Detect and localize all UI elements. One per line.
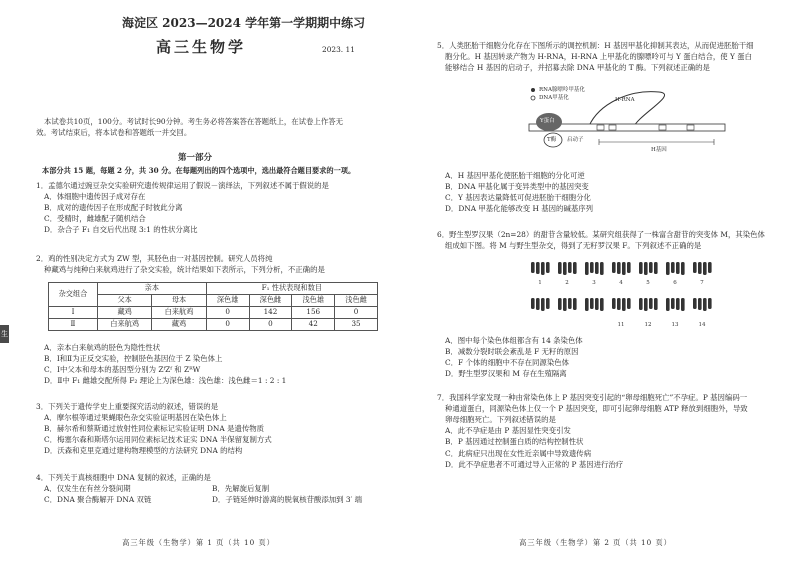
- chromosome: [671, 262, 675, 273]
- chromosome: [708, 298, 712, 309]
- chromosome: [590, 262, 594, 273]
- label-t-enzyme: T酶: [547, 137, 557, 143]
- chromosome: [558, 262, 562, 274]
- chromosome: [573, 262, 577, 274]
- option: C．受精时，雌雄配子随机结合: [44, 214, 146, 224]
- chromosome: [612, 262, 616, 273]
- option: B．减数分裂时联会紊乱是 F 无籽的原因: [445, 347, 579, 357]
- chromosome: [698, 262, 702, 274]
- chromosome: [600, 262, 604, 275]
- table-header-parent: 亲本: [98, 283, 207, 295]
- question-stem: 种藏鸡与纯种白来航鸡进行了杂交实验，统计结果如下表所示，下列分析，不正确的是: [44, 265, 325, 275]
- table-cell: 142: [249, 307, 292, 319]
- table-row: [49, 319, 378, 331]
- chromosome: [703, 298, 707, 311]
- exam-date: 2023. 11: [322, 45, 355, 54]
- part-heading: 第一部分: [178, 153, 213, 163]
- question-stem: 7．我国科学家发现一种由常染色体上 P 基因突变引起的“卵母细胞死亡”不孕症。P 基因编码一: [437, 393, 748, 402]
- chromosome: [612, 298, 616, 309]
- page-footer: 高三年级（生物学）第 1 页（共 10 页）: [122, 538, 275, 548]
- chromosome: [649, 262, 653, 273]
- subject-title: 高三生物学: [156, 38, 247, 56]
- option: B．先解旋后复制: [212, 484, 270, 494]
- option: C．DNA 聚合酶解开 DNA 双链: [44, 495, 152, 505]
- chromosome: [568, 262, 572, 273]
- table-header-f1: F₁ 性状表现和数目: [206, 283, 377, 295]
- chromosome: [536, 262, 540, 274]
- option: A．摩尔根等通过果蝇眼色杂交实验证明基因在染色体上: [44, 413, 227, 423]
- chromosome: [617, 262, 621, 274]
- page-footer: 高三年级（生物学）第 2 页（共 10 页）: [519, 538, 672, 548]
- table-cell: 35: [335, 319, 378, 331]
- table-header-light-female: 浅色雌: [335, 295, 378, 307]
- table-header-dark-female: 深色雌: [249, 295, 292, 307]
- question-5-options: [437, 170, 789, 214]
- chromosome-label: 13: [671, 322, 679, 328]
- table-cell: 藏鸡: [152, 319, 206, 331]
- table-cell: Ⅰ: [49, 307, 98, 319]
- option: C．此病症只出现在女性近亲属中导致遗传病: [445, 448, 592, 458]
- chromosome: [568, 298, 572, 309]
- question-6: [437, 229, 789, 251]
- exam-header-title: 海淀区 2023—2024 学年第一学期期中练习: [122, 16, 366, 30]
- chromosome: [600, 298, 604, 311]
- question-stem: 组成如下图。将 M 与野生型杂交，得到了无籽罗汉果 F。下列叙述不正确的是: [445, 241, 702, 251]
- option: A．仅发生在有丝分裂间期: [44, 484, 131, 494]
- karyotype-figure: [525, 260, 725, 332]
- option: B．成对的遗传因子在形成配子时彼此分离: [44, 203, 183, 213]
- option: A．此不孕症是由 P 基因显性突变引发: [445, 426, 571, 436]
- page-2: [397, 0, 794, 563]
- chromosome: [644, 262, 648, 275]
- label-h-gene: H基因: [651, 147, 667, 153]
- label-y-protein: Y蛋白: [540, 118, 555, 124]
- chromosome: [666, 262, 670, 275]
- chromosome-label: 12: [644, 322, 652, 328]
- table-cell: 0: [335, 307, 378, 319]
- option-row: [36, 483, 386, 494]
- chromosome: [585, 262, 589, 275]
- chromosome: [639, 298, 643, 310]
- chromosome: [644, 298, 648, 311]
- chromosome: [703, 262, 707, 275]
- question-6-options: [437, 335, 789, 379]
- legend-dna: DNA甲基化: [539, 95, 569, 101]
- question-stem: 种通道蛋白，同源染色体上仅一个 P 基因突变，即可引起卵母细胞 ATP 释放到细胞外，导致: [445, 404, 748, 414]
- karyotype-svg: [525, 260, 725, 332]
- chromosome: [541, 262, 545, 275]
- question-stem: 2．鸡的性别决定方式为 ZW 型，其胫色由一对基因控制。研究人员将纯: [36, 254, 273, 263]
- question-4: [36, 472, 386, 505]
- table-cell: 0: [249, 319, 292, 331]
- chromosome: [546, 298, 550, 309]
- chromosome: [595, 298, 599, 310]
- chromosome: [708, 262, 712, 273]
- option: A．图中每个染色体组都含有 14 条染色体: [445, 336, 583, 345]
- option-row: [36, 494, 386, 505]
- option: A．H 基因甲基化使胚胎干细胞的分化可逆: [445, 171, 585, 180]
- chromosome: [563, 298, 567, 311]
- chromosome: [622, 262, 626, 275]
- table-cell: 白来航鸡: [152, 307, 206, 319]
- cross-result-table: [48, 282, 378, 331]
- chromosome-label: 2: [565, 280, 569, 286]
- table-cell: 藏鸡: [98, 307, 152, 319]
- chromosome-label: 11: [617, 322, 625, 328]
- question-stem: 胞分化。H 基因转录产物为 H-RNA，H-RNA 上甲基化的腺嘌呤可与 Y 蛋白结合，使 Y 蛋白: [445, 52, 752, 62]
- option: D．Ⅱ中 F₁ 雌雄交配所得 F₂ 理论上为深色雄：浅色雄：浅色雌＝1 : 2 : 1: [44, 376, 287, 386]
- question-stem: 3．下列关于遗传学史上重要探究活动的叙述，错误的是: [36, 402, 219, 411]
- chromosome: [639, 262, 643, 274]
- legend-rna: RNA腺嘌呤甲基化: [539, 87, 585, 93]
- table-cell: 白来航鸡: [98, 319, 152, 331]
- chromosome: [649, 298, 653, 309]
- table-header-dark-male: 深色雄: [206, 295, 249, 307]
- question-stem: 卵母细胞死亡。下列叙述错误的是: [445, 415, 556, 425]
- chromosome-label: 5: [646, 280, 650, 286]
- regulation-diagram: [509, 84, 729, 166]
- table-header-father: 父本: [98, 295, 152, 307]
- chromosome: [546, 262, 550, 273]
- question-stem: 1．孟德尔通过豌豆杂交实验研究遗传规律运用了假说－演绎法，下列叙述不属于假说的是: [36, 181, 329, 190]
- question-stem: 4．下列关于真核细胞中 DNA 复制的叙述，正确的是: [36, 473, 211, 482]
- label-promoter: 启动子: [567, 137, 584, 143]
- chromosome: [681, 262, 685, 275]
- chromosome-label: 1: [538, 280, 542, 286]
- question-stem: 6．野生型罗汉果（2n=28）的甜苷含量较低。某研究组获得了一株富含甜苷的突变体 M，其染色体: [437, 230, 765, 239]
- chromosome: [676, 262, 680, 274]
- option: D．沃森和克里克通过建构物理模型的方法研究 DNA 的结构: [44, 446, 243, 456]
- option: C．梅塞尔森和斯塔尔运用同位素标记技术证实 DNA 半保留复制方式: [44, 435, 272, 445]
- side-tab: 生: [0, 325, 9, 343]
- chromosome: [585, 298, 589, 311]
- table-cell: 156: [292, 307, 335, 319]
- chromosome: [622, 298, 626, 311]
- chromosome: [693, 262, 697, 273]
- option: B．赫尔希和蔡斯通过放射性同位素标记实验证明 DNA 是遗传物质: [44, 424, 265, 434]
- option: C．Y 基因表达量降低可促进胚胎干细胞分化: [445, 193, 591, 203]
- notice-line: 本试卷共10页，100分。考试时长90分钟。考生务必将答案答在答题纸上，在试卷上作答无: [44, 117, 343, 126]
- table-header-group: 杂交组合: [49, 283, 98, 307]
- chromosome: [563, 262, 567, 275]
- question-stem: 5．人类胚胎干细胞分化存在下图所示的调控机制：H 基因甲基化抑制其表达，从而促进胚胎干细: [437, 41, 754, 50]
- table-header-mother: 母本: [152, 295, 206, 307]
- chromosome: [676, 298, 680, 310]
- chromosome: [654, 262, 658, 274]
- chromosome: [698, 298, 702, 310]
- chromosome: [681, 298, 685, 311]
- chromosome: [573, 298, 577, 310]
- section-instruction: 本部分共 15 题，每题 2 分，共 30 分。在每题列出的四个选项中，选出最符合题目要求的一项。: [42, 166, 356, 175]
- option: D．野生型罗汉果和 M 存在生殖隔离: [445, 369, 567, 379]
- option: B．P 基因通过控制蛋白质的结构控制性状: [445, 437, 584, 447]
- chromosome: [595, 262, 599, 274]
- option: C．Ⅰ中父本和母本的基因型分别为 ZᶠZᶠ 和 ZᴿW: [44, 365, 201, 375]
- option: B．DNA 甲基化属于变异类型中的基因突变: [445, 182, 589, 192]
- question-7: [437, 392, 789, 470]
- label-h-rna: H-RNA: [615, 97, 635, 103]
- chromosome-label: 4: [619, 280, 623, 286]
- chromosome: [666, 298, 670, 311]
- chromosome: [590, 298, 594, 309]
- table-cell: 42: [292, 319, 335, 331]
- chromosome-label: 14: [698, 322, 706, 328]
- chromosome: [536, 298, 540, 310]
- table-cell: 0: [206, 307, 249, 319]
- option: D．此不孕症患者不可通过导入正常的 P 基因进行治疗: [445, 459, 624, 469]
- chromosome: [693, 298, 697, 309]
- notice: [36, 116, 386, 138]
- question-2-options: [36, 342, 386, 386]
- question-1: [36, 180, 386, 236]
- table-row: [49, 307, 378, 319]
- chromosome-label: 7: [700, 280, 704, 286]
- option: D．DNA 甲基化能够改变 H 基因的碱基序列: [445, 204, 594, 214]
- question-2: [36, 253, 386, 275]
- legend-dot-dna: [531, 96, 535, 100]
- chromosome: [558, 298, 562, 310]
- option: A．亲本白来航鸡的胫色为隐性性状: [44, 343, 161, 352]
- question-5: [437, 40, 789, 73]
- chromosome: [627, 298, 631, 309]
- legend-dot-rna: [531, 88, 535, 92]
- option: D．杂合子 F₁ 自交后代出现 3:1 的性状分离比: [44, 225, 198, 235]
- chromosome: [627, 262, 631, 273]
- chromosome: [671, 298, 675, 309]
- chromosome: [531, 298, 535, 309]
- option: A．体细胞中遗传因子成对存在: [44, 192, 146, 202]
- table-cell: 0: [206, 319, 249, 331]
- chromosome: [541, 298, 545, 311]
- table-cell: Ⅱ: [49, 319, 98, 331]
- table-header-light-male: 浅色雄: [292, 295, 335, 307]
- question-3: [36, 401, 386, 457]
- question-stem: 能够结合 H 基因的启动子，并招募去除 DNA 甲基化的 T 酶。下列叙述正确的是: [445, 63, 710, 73]
- option: D．子链延伸时游离的脱氧核苷酸添加到 3′ 端: [212, 495, 363, 505]
- option: C．F 个体的细胞中不存在同源染色体: [445, 358, 569, 368]
- chromosome-label: 3: [592, 280, 596, 286]
- option: B．Ⅰ和Ⅱ为正反交实验，控制胫色基因位于 Z 染色体上: [44, 354, 223, 364]
- chromosome: [531, 262, 535, 273]
- chromosome: [617, 298, 621, 310]
- chromosome-label: 6: [673, 280, 677, 286]
- notice-line: 效。考试结束后，将本试卷和答题纸一并交回。: [36, 128, 192, 138]
- chromosome: [654, 298, 658, 310]
